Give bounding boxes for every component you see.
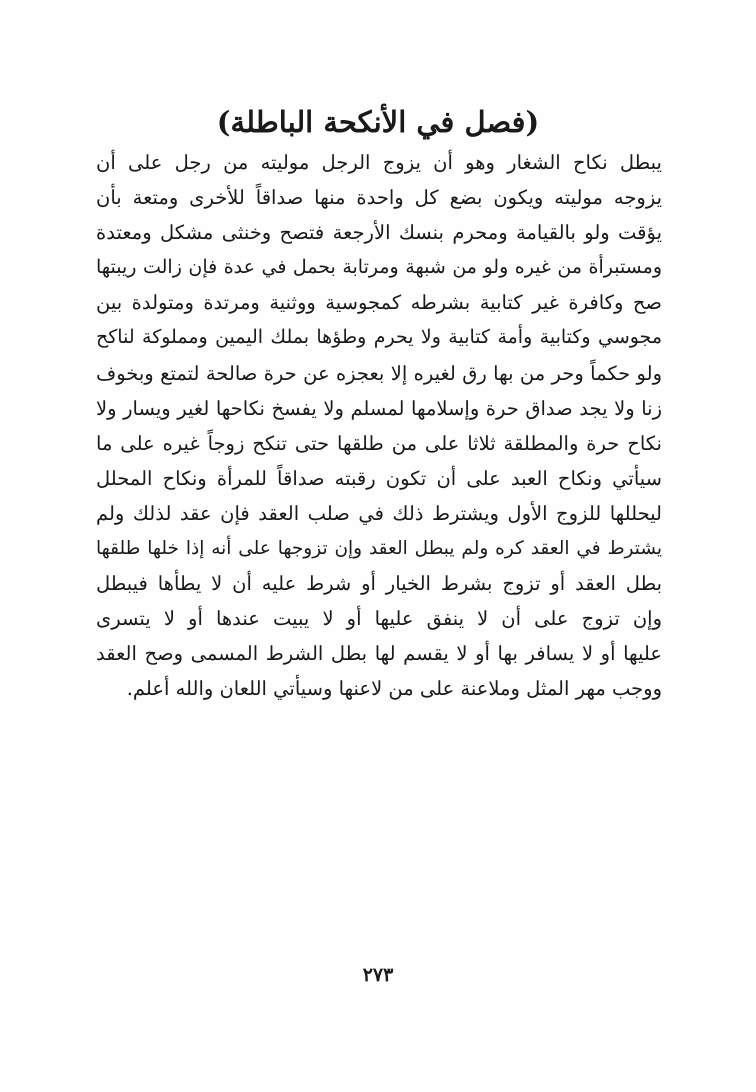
text-line: بطل العقد أو تزوج بشرط الخيار أو شرط عليه أن لا يطأها فيبطل — [96, 572, 662, 596]
text-line: زنا ولا يجد صداق حرة وإسلامها لمسلم ولا يفسخ نكاحها لغير ويسار ولا — [96, 396, 662, 420]
body-text — [96, 145, 662, 707]
text-line: يشترط في العقد كره ولم يبطل العقد وإن تزوجها على أنه إذا خلها طلقها — [96, 538, 662, 560]
text-line: يؤقت ولو بالقيامة ومحرم بنسك الأرجعة فتصح وخنثى مشكل ومعتدة — [96, 221, 662, 245]
text-line: ومستبرأة من غيره ولو من شبهة ومرتابة بحمل في عدة فإن زالت ريبتها — [96, 256, 662, 279]
text-line: سيأتي ونكاح العبد على أن تكون رقبته صداقاً للمرأة ونكاح المحلل — [96, 466, 662, 490]
section-heading: (فصل في الأنكحة الباطلة) — [216, 105, 540, 139]
text-line: ووجب مهر المثل وملاعنة على من لاعنها وسيأتي اللعان والله أعلم. — [126, 677, 662, 701]
page-number: ٢٧٣ — [362, 964, 394, 986]
text-line: ليحللها للزوج الأول ويشترط ذلك في صلب العقد فإن عقد لذلك ولم — [96, 501, 662, 525]
text-line: يزوجه موليته ويكون بضع كل واحدة منها صداقاً للأخرى ومتعة بأن — [96, 186, 662, 210]
text-line: يبطل نكاح الشغار وهو أن يزوج الرجل موليته من رجل على أن — [96, 151, 662, 174]
text-line: نكاح حرة والمطلقة ثلاثا على من طلقها حتى تنكح زوجاً غيره على ما — [96, 431, 662, 455]
text-line: ولو حكماً وحر من بها رق لغيره إلا بعجزه عن حرة صالحة لتمتع وبخوف — [96, 361, 662, 385]
text-line: وإن تزوج على أن لا ينفق عليها أو لا يبيت عندها أو لا يتسرى — [96, 607, 662, 631]
text-line: عليها أو لا يسافر بها أو لا يقسم لها بطل الشرط المسمى وصح العقد — [96, 642, 662, 666]
text-line: مجوسي وكتابية وأمة كتابية ولا يحرم وطؤها بملك اليمين ومملوكة لناكح — [96, 326, 662, 349]
text-line: صح وكافرة غير كتابية بشرطه كمجوسية ووثنية ومرتدة ومتولدة بين — [96, 291, 662, 315]
